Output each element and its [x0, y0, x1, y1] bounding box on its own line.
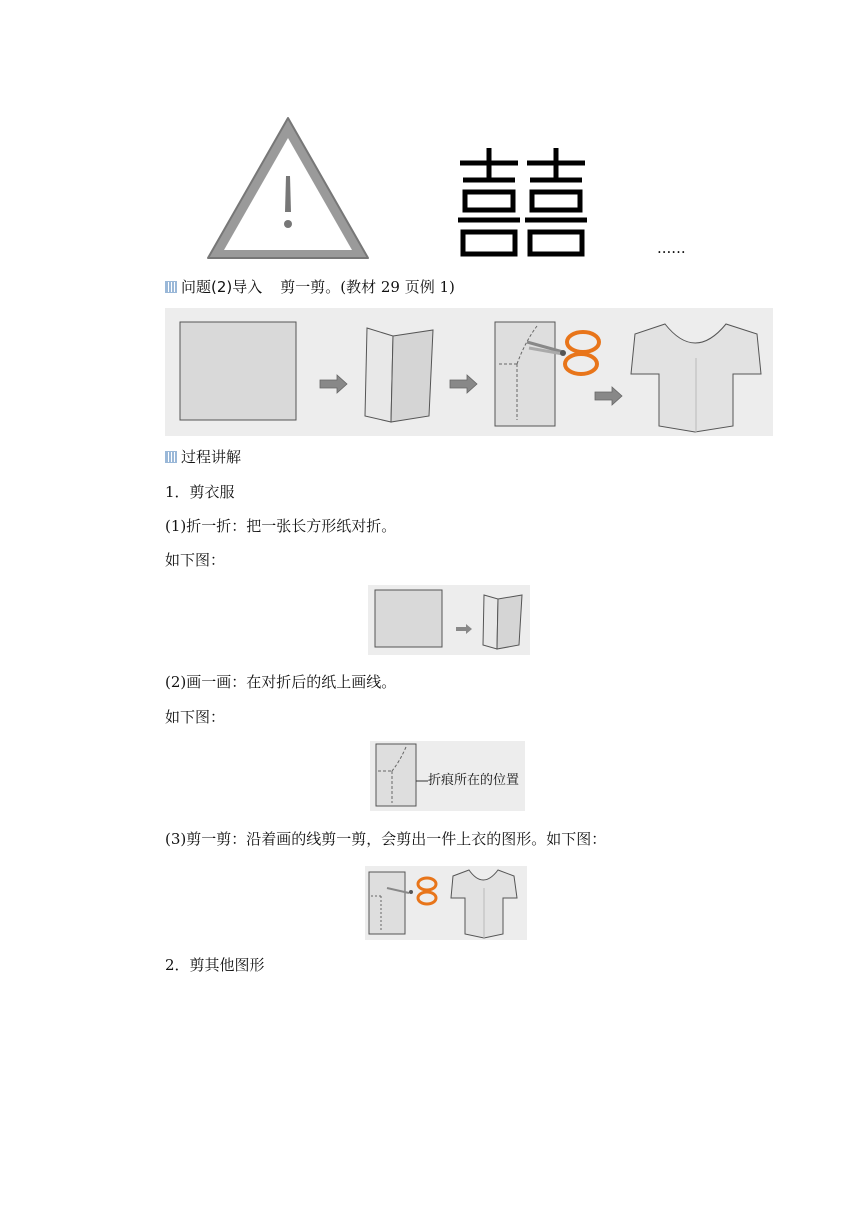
fold-figure-image [368, 585, 530, 655]
section-heading-process: 过程讲解 [165, 447, 241, 467]
ellipsis-text: ...... [657, 239, 686, 257]
section-heading-intro: 问题(2)导入 剪一剪。(教材 29 页例 1) [165, 277, 455, 297]
step1-fold-text: (1)折一折：把一张长方形纸对折。 [165, 517, 397, 535]
step1-title: 1．剪衣服 [165, 483, 235, 501]
see-figure-text-2: 如下图： [165, 708, 226, 726]
double-happiness-image [455, 148, 590, 260]
section-marker-icon [165, 451, 177, 463]
warning-triangle-image [200, 112, 375, 262]
cut-process-strip-image [165, 308, 773, 436]
cut-shirt-figure-image [365, 866, 527, 940]
draw-line-figure-image [370, 741, 525, 811]
section-marker-icon [165, 281, 177, 293]
crease-position-label: 折痕所在的位置 [428, 773, 520, 788]
step1-draw-text: (2)画一画：在对折后的纸上画线。 [165, 673, 397, 691]
step1-cut-text: (3)剪一剪：沿着画的线剪一剪，会剪出一件上衣的图形。如下图： [165, 830, 607, 848]
step2-title: 2．剪其他图形 [165, 956, 265, 974]
see-figure-text-1: 如下图： [165, 551, 226, 569]
